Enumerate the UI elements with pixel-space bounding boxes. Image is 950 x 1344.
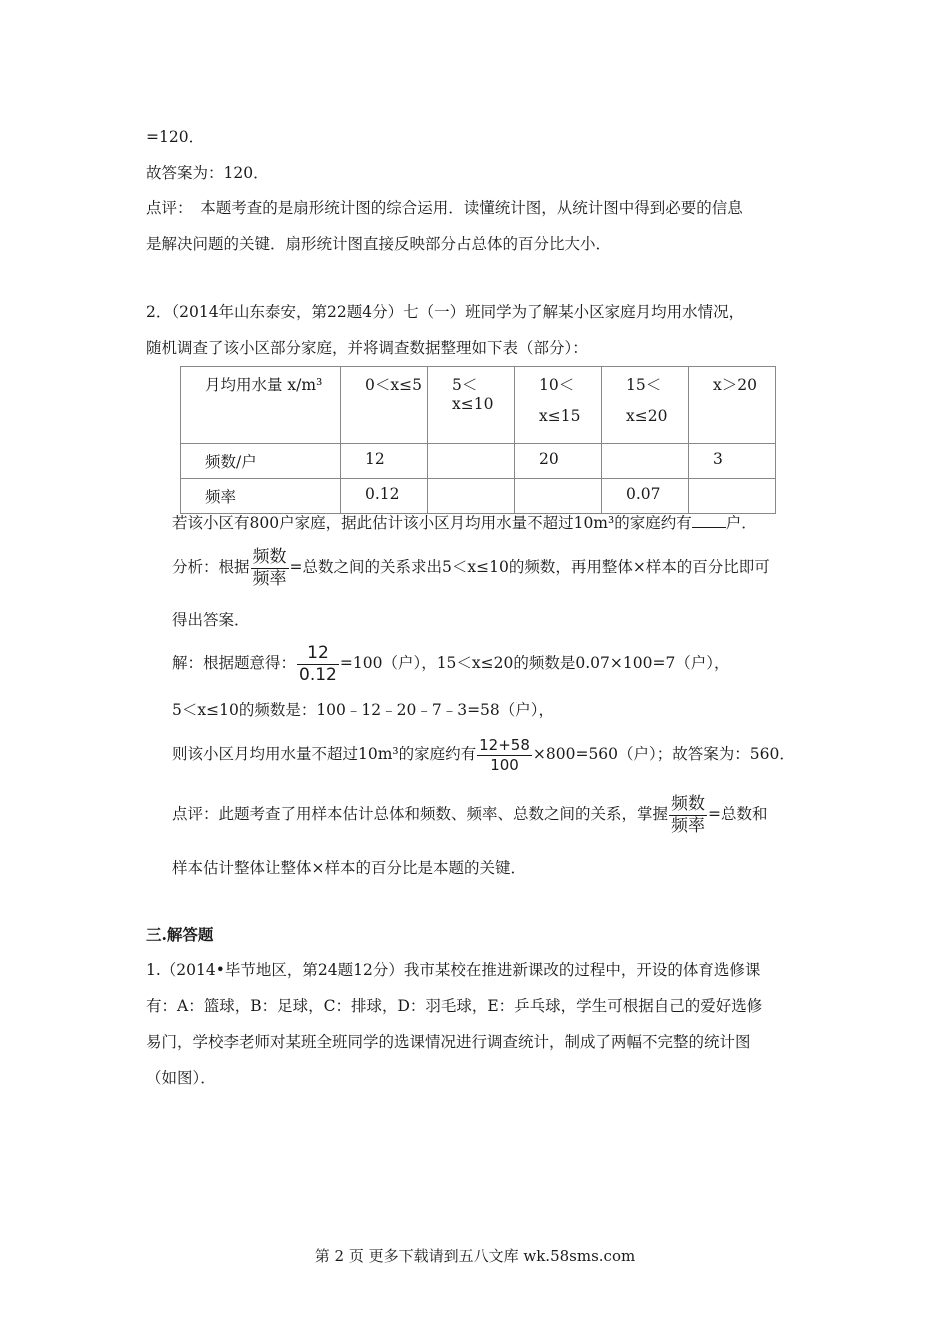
table-cell: 频率 xyxy=(181,479,341,514)
text-segment: 点评：此题考查了用样本估计总体和频数、频率、总数之间的关系，掌握 xyxy=(172,805,669,823)
fraction-numerator: 12+58 xyxy=(479,735,530,754)
table-cell-line: x≤20 xyxy=(626,407,668,425)
solution-line: 5＜x≤10的频数是：100﹣12﹣20﹣7﹣3=58（户）， xyxy=(172,701,555,719)
table-cell: 0.12 xyxy=(341,479,428,514)
fraction-frequency-over-rate xyxy=(251,546,289,589)
question-2-line: 随机调查了该小区部分家庭，并将调查数据整理如下表（部分）： xyxy=(146,339,588,357)
solution-line xyxy=(172,733,795,775)
comment-line xyxy=(172,793,768,835)
question-2-line: 2．（2014年山东泰安，第22题4分）七（一）班同学为了解某小区家庭月均用水情况， xyxy=(146,303,745,321)
text-line: 是解决问题的关键．扇形统计图直接反映部分占总体的百分比大小． xyxy=(146,235,612,253)
text-segment: =100（户），15＜x≤20的频数是0.07×100=7（户）， xyxy=(339,654,730,672)
solution-line xyxy=(172,642,730,684)
text-line: 点评： 本题考查的是扇形统计图的综合运用．读懂统计图，从统计图中得到必要的信息 xyxy=(146,199,743,217)
table-cell: x＞20 xyxy=(689,367,776,444)
text-segment: 分析：根据 xyxy=(172,558,250,576)
table-cell xyxy=(515,367,602,444)
table-cell: 月均用水量 x/m³ xyxy=(181,367,341,444)
table-row xyxy=(181,444,776,479)
water-usage-table xyxy=(180,366,776,514)
table-cell: 20 xyxy=(515,444,602,479)
fraction-numerator: 频数 xyxy=(671,793,706,814)
fraction-denominator: 频率 xyxy=(252,568,287,589)
table-cell: 0.07 xyxy=(602,479,689,514)
text-segment: 户． xyxy=(725,514,757,532)
table-cell-line: 10＜ xyxy=(539,376,575,394)
table-cell xyxy=(602,367,689,444)
table-header-row xyxy=(181,367,776,444)
table-cell xyxy=(689,479,776,514)
table-cell: 3 xyxy=(689,444,776,479)
text-segment: 解：根据题意得： xyxy=(172,654,297,672)
table-cell xyxy=(515,479,602,514)
comment-line: 样本估计整体让整体×样本的百分比是本题的关键． xyxy=(172,859,526,877)
table-cell: 0＜x≤5 xyxy=(341,367,428,444)
question-1-line: 易门，学校李老师对某班全班同学的选课情况进行调查统计，制成了两幅不完整的统计图 xyxy=(146,1033,751,1051)
text-segment: 若该小区有800户家庭，据此估计该小区月均用水量不超过10m³的家庭约有 xyxy=(172,514,692,532)
text-line: 故答案为：120． xyxy=(146,164,269,182)
text-segment: ×800=560（户）；故答案为：560． xyxy=(532,745,795,763)
table-row xyxy=(181,479,776,514)
table-cell: 12 xyxy=(341,444,428,479)
text-line: =120． xyxy=(146,128,205,146)
fraction-denominator: 频率 xyxy=(671,815,706,836)
table-cell-line: 15＜ xyxy=(626,376,662,394)
text-segment: 则该小区月均用水量不超过10m³的家庭约有 xyxy=(172,745,477,763)
fraction-frequency-over-rate xyxy=(669,793,707,836)
answer-blank xyxy=(692,513,726,528)
table-cell xyxy=(602,444,689,479)
question-1-line: （如图）． xyxy=(146,1069,216,1087)
page-footer: 第 2 页 更多下载请到五八文库 wk.58sms.com xyxy=(314,1247,636,1265)
analysis-line: 得出答案． xyxy=(172,611,250,629)
text-segment: =总数之间的关系求出5＜x≤10的频数，再用整体×样本的百分比即可 xyxy=(289,558,770,576)
fraction-12-over-0.12 xyxy=(297,642,339,685)
table-cell-line: x≤15 xyxy=(539,407,581,425)
fraction-denominator: 0.12 xyxy=(299,664,337,685)
fraction-70-over-100 xyxy=(477,735,532,774)
section-heading: 三.解答题 xyxy=(146,925,214,944)
table-cell: 频数/户 xyxy=(181,444,341,479)
table-cell: 5＜x≤10 xyxy=(428,367,515,444)
question-1-line: 有：A：篮球，B：足球，C：排球，D：羽毛球，E：乒乓球，学生可根据自己的爱好选修 xyxy=(146,997,763,1015)
fraction-denominator: 100 xyxy=(490,755,519,774)
table-cell xyxy=(428,479,515,514)
table-cell xyxy=(428,444,515,479)
analysis-line xyxy=(172,546,770,588)
fraction-numerator: 12 xyxy=(297,645,339,665)
question-1-line: 1.（2014•毕节地区，第24题12分）我市某校在推进新课改的过程中，开设的体育选修课 xyxy=(146,961,761,979)
text-segment: =总数和 xyxy=(708,805,768,823)
question-2-prompt xyxy=(172,513,757,533)
fraction-numerator: 频数 xyxy=(252,546,287,567)
